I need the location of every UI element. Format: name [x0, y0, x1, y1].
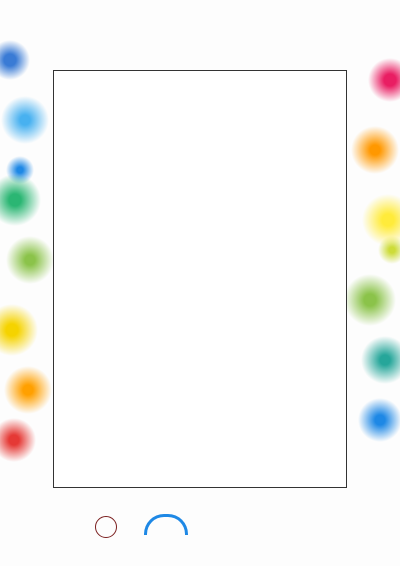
republique-francaise-logo: [260, 510, 344, 526]
conicet-arc-icon: [144, 514, 188, 535]
program-table: [53, 70, 347, 488]
french-flag-icon: [289, 510, 315, 524]
gino-germani-logo: [86, 516, 126, 540]
germani-seal-icon: [95, 516, 117, 538]
conicet-logo: [138, 512, 194, 537]
sponsor-logos: [0, 508, 400, 566]
